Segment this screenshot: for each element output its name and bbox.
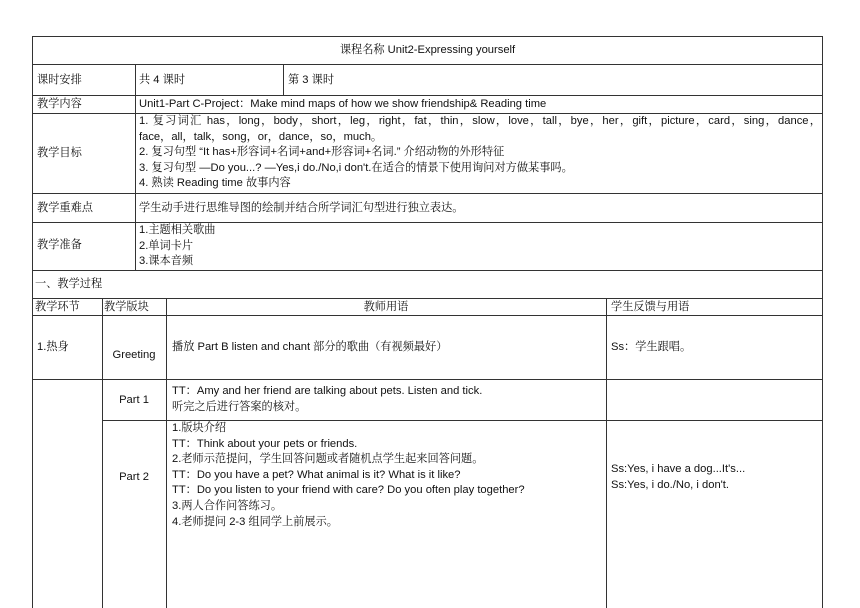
student-line: Ss:Yes, i do./No, i don't. [611, 478, 730, 491]
teacher-line: 3.两人合作问答练习。 [172, 499, 283, 512]
header-stage: 教学环节 [35, 301, 80, 313]
header-teacher: 教师用语 [363, 301, 409, 313]
table-rule [32, 315, 823, 316]
teacher-line: 4.老师提问 2-3 组同学上前展示。 [172, 515, 338, 528]
section-label: Part 1 [119, 394, 149, 406]
table-rule [135, 64, 136, 270]
student-text [611, 462, 745, 493]
table-rule [32, 298, 823, 299]
section-label: Greeting [112, 349, 156, 361]
teacher-line: TT：Amy and her friend are talking about pets. Listen and tick. [172, 385, 483, 397]
schedule-label: 课时安排 [37, 74, 82, 86]
teacher-line: 2.老师示范提问，学生回答问题或者随机点学生起来回答问题。 [172, 453, 484, 466]
schedule-current: 第 3 课时 [288, 74, 335, 86]
key-points-value: 学生动手进行思维导图的绘制并结合所学词汇句型进行独立表达。 [139, 202, 464, 214]
teacher-line: 听完之后进行答案的核对。 [172, 400, 307, 413]
objectives-label: 教学目标 [37, 147, 82, 159]
header-section: 教学版块 [104, 301, 149, 313]
preparation-item: 3.课本音频 [139, 255, 194, 268]
table-rule [283, 64, 284, 95]
student-line: Ss:Yes, i have a dog...It's... [611, 463, 746, 475]
table-rule [32, 64, 823, 65]
content-value: Unit1-Part C-Project：Make mind maps of how we show friendship& Reading time [139, 98, 547, 110]
teacher-line: TT：Think about your pets or friends. [172, 437, 358, 450]
table-rule [32, 379, 823, 380]
content-label: 教学内容 [37, 98, 82, 110]
section-label: Part 2 [119, 471, 149, 483]
objective-line: 4. 熟读 Reading time 故事内容 [139, 177, 291, 190]
course-title: 课程名称 Unit2-Expressing yourself [339, 44, 516, 56]
table-rule [32, 36, 823, 37]
preparation-label: 教学准备 [37, 239, 82, 251]
teacher-text [172, 384, 482, 415]
objective-line: face，all，talk，song，or，dance，so，much。 [139, 130, 383, 143]
preparation-item: 1.主题相关歌曲 [139, 224, 216, 236]
table-rule [32, 95, 823, 96]
objective-line: 1. 复习词汇 has，long，body，short，leg，right，fat，thin，slow，love，tall，bye，her，gift，picture，card，sing，dance， [139, 115, 821, 127]
objectives-list [139, 114, 821, 192]
objective-line: 3. 复习句型 —Do you...? —Yes,i do./No,i don't.在适合的情景下使用询问对方做某事吗。 [139, 161, 573, 174]
preparation-list [139, 223, 215, 270]
teacher-line: 1.版块介绍 [172, 422, 227, 434]
table-rule [32, 270, 823, 271]
teacher-line: TT：Do you listen to your friend with care? Do you often play together? [172, 484, 525, 497]
table-rule [606, 298, 607, 608]
process-title: 一、教学过程 [35, 278, 103, 290]
key-points-label: 教学重难点 [37, 202, 93, 214]
student-line: Ss：学生跟唱。 [611, 341, 692, 353]
table-rule [166, 298, 167, 608]
teacher-line: 播放 Part B listen and chant 部分的歌曲（有视频最好） [172, 341, 448, 353]
table-rule [32, 36, 33, 608]
teacher-text [172, 421, 525, 530]
schedule-total: 共 4 课时 [139, 74, 186, 86]
table-rule [32, 193, 823, 194]
header-student: 学生反馈与用语 [611, 301, 690, 313]
table-rule [102, 298, 103, 608]
objective-line: 2. 复习句型 “It has+形容词+名词+and+形容词+名词.” 介绍动物的外形特征 [139, 146, 505, 159]
teacher-line: TT：Do you have a pet? What animal is it? What is it like? [172, 468, 461, 481]
stage-label: 1.热身 [37, 341, 69, 353]
preparation-item: 2.单词卡片 [139, 239, 194, 252]
table-rule [822, 36, 823, 608]
